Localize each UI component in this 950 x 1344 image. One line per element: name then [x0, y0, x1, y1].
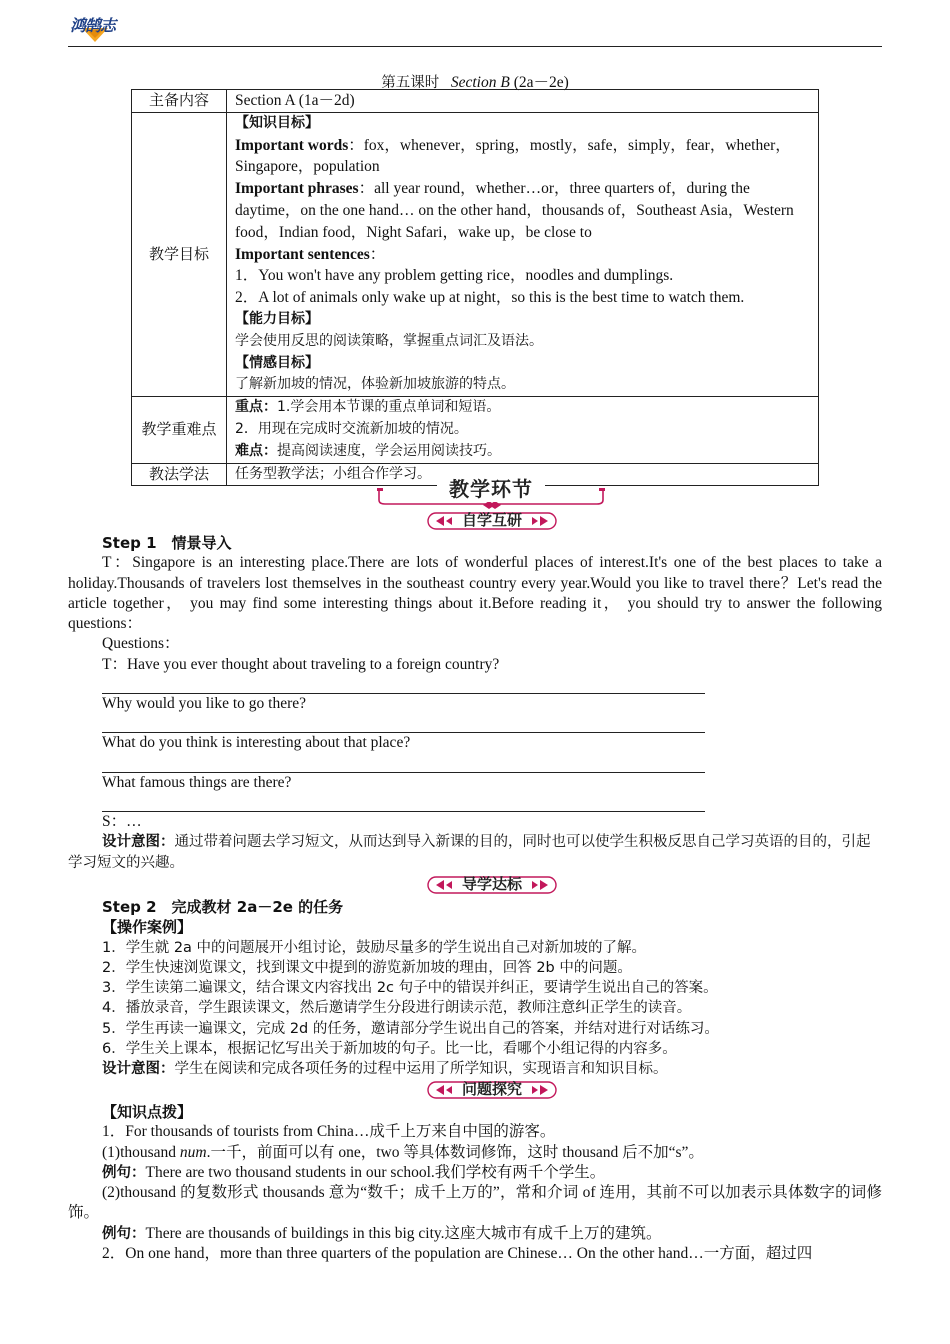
table-row	[132, 90, 819, 113]
list-item: 3．学生读第二遍课文，结合课文内容找出 2c 句子中的错误并纠正，要请学生说出自己的答案。	[102, 980, 718, 997]
row-label: 主备内容	[132, 90, 227, 113]
objectives-content	[227, 112, 819, 396]
sentences-colon: ：	[369, 245, 386, 263]
sentence-item: 1．You won't have any problem getting rice，noodles and dumplings.	[235, 267, 674, 285]
answer-line[interactable]	[102, 754, 705, 773]
intent-label: 设计意图：	[102, 1061, 175, 1078]
table-row	[132, 397, 819, 463]
step2-section	[68, 897, 882, 1080]
table-row	[132, 112, 819, 396]
teaching-process-banner	[375, 476, 607, 510]
explore-banner	[422, 1078, 562, 1102]
difficulty-text: 提高阅读速度，学会运用阅读技巧。	[277, 442, 501, 459]
knowledge-objective-head: 【知识目标】	[235, 114, 319, 131]
case-heading: 【操作案例】	[102, 918, 193, 937]
step1-intro: T：Singapore is an interesting place.There are lots of wonderful places of interest.It's one of the best places to take a holiday.Thousands of travelers lost themselves in the southeast country every year.Would you like to travel there？Let's read the article together， you may find some interesting things about it.Before reading it， you should try to answer the following questions：	[68, 554, 882, 633]
example-sentence	[68, 1163, 882, 1183]
intent-text: 通过带着问题去学习短文，从而达到导入新课的目的，同时也可以使学生积极反思自己学习英语的目的，引起学习短文的兴趣。	[68, 834, 871, 872]
banner-title: 教学环节	[449, 477, 533, 501]
difficult-point	[235, 441, 810, 463]
question-3: What do you think is interesting about that place?	[102, 734, 411, 752]
knowledge-subpoint-2: (2)thousand 的复数形式 thousands 意为“数千；成千上万的”，常和介词 of 连用，其前不可以加表示具体数字的词修饰。	[68, 1184, 882, 1222]
logo-text: 鸿鹄志	[70, 16, 116, 35]
emotion-objective-head: 【情感目标】	[235, 354, 319, 371]
design-intent	[68, 832, 882, 874]
brand-logo	[68, 12, 142, 44]
key-points-content	[227, 397, 819, 463]
example-text: There are thousands of buildings in this big city.这座大城市有成千上万的建筑。	[145, 1224, 662, 1242]
key-label: 重点：	[235, 399, 277, 416]
important-words	[235, 135, 810, 179]
key-point	[235, 397, 810, 419]
emotion-objective: 了解新加坡的情况，体验新加坡旅游的特点。	[235, 376, 515, 393]
answer-line[interactable]	[102, 714, 705, 733]
list-item: 1．学生就 2a 中的问题展开小组讨论，鼓励尽量多的学生说出自己对新加坡的了解。	[102, 939, 647, 956]
student-response: S：…	[102, 812, 142, 830]
questions-label: Questions：	[102, 635, 180, 653]
important-phrases	[235, 178, 810, 243]
difficulty-label: 难点：	[235, 442, 277, 459]
example-label: 例句：	[102, 1164, 146, 1181]
row-content: Section A (1a－2d)	[227, 90, 819, 113]
phrases-label: Important phrases	[235, 180, 359, 198]
example-sentence	[68, 1224, 882, 1244]
kp-term: (1)thousand	[102, 1143, 180, 1161]
key-point-1: 1.学会用本节课的重点单词和短语。	[277, 399, 501, 416]
guide-banner	[422, 873, 562, 897]
list-item: 4．播放录音，学生跟读课文，然后邀请学生分段进行朗读示范，教师注意纠正学生的读音。	[102, 1000, 692, 1017]
page-header	[68, 10, 882, 47]
design-intent	[68, 1059, 882, 1079]
self-study-banner	[422, 509, 562, 533]
sentence-item: 2．A lot of animals only wake up at night，so this is the best time to watch them.	[235, 289, 745, 307]
row-label: 教法学法	[132, 463, 227, 486]
example-label: 例句：	[102, 1225, 146, 1242]
sentences-label: Important sentences	[235, 245, 370, 263]
phrases-list: ：all year round，whether…or，three quarters of，during the daytime，on the one hand… on the other hand，thousands of，Southeast Asia，Western food，Indian food，Night Safari，wake up，be close to	[235, 180, 794, 241]
question-1: T：Have you ever thought about traveling to a foreign country?	[102, 655, 500, 673]
answer-line[interactable]	[102, 793, 705, 812]
answer-line[interactable]	[102, 675, 705, 694]
knowledge-heading: 【知识点拨】	[102, 1103, 193, 1121]
question-2: Why would you like to go there?	[102, 695, 307, 713]
knowledge-subpoint-1	[68, 1143, 882, 1163]
knowledge-point-2: 2．On one hand，more than three quarters of the population are Chinese… On the other hand…一方面，超过四	[102, 1245, 813, 1263]
words-label: Important words	[235, 136, 349, 154]
lesson-section: Section B	[450, 74, 510, 91]
banner-label: 自学互研	[461, 511, 522, 529]
question-4: What famous things are there?	[102, 773, 292, 791]
lesson-number: 第五课时	[381, 75, 440, 91]
intent-text: 学生在阅读和完成各项任务的过程中运用了所学知识，实现语言和知识目标。	[174, 1061, 668, 1078]
row-content: 任务型教学法；小组合作学习。	[227, 463, 819, 486]
step2-heading: Step 2 完成教材 2a－2e 的任务	[102, 898, 344, 916]
ability-objective-head: 【能力目标】	[235, 310, 319, 327]
list-item: 6．学生关上课本，根据记忆写出关于新加坡的句子。比一比，看哪个小组记得的内容多。	[102, 1041, 677, 1058]
words-list: ：fox，whenever，spring，mostly，safe，simply，fear，whether，Singapore，population	[235, 136, 791, 176]
example-text: There are two thousand students in our school.我们学校有两千个学生。	[145, 1163, 606, 1181]
row-label: 教学目标	[132, 112, 227, 396]
knowledge-point-1: 1．For thousands of tourists from China…成千上万来自中国的游客。	[102, 1123, 556, 1141]
row-label: 教学重难点	[132, 397, 227, 463]
intent-label: 设计意图：	[102, 834, 175, 851]
ability-objective: 学会使用反思的阅读策略，掌握重点词汇及语法。	[235, 332, 543, 349]
key-point-2: 2．用现在完成时交流新加坡的情况。	[235, 420, 468, 437]
banner-label: 问题探究	[461, 1080, 522, 1098]
important-sentences	[235, 244, 810, 266]
step1-section	[68, 533, 882, 874]
banner-label: 导学达标	[461, 875, 522, 893]
knowledge-section	[68, 1102, 882, 1264]
kp-pos: num	[179, 1143, 207, 1161]
lesson-range: (2a－2e)	[513, 74, 569, 91]
lesson-plan-table	[131, 89, 819, 486]
step1-heading: Step 1 情景导入	[102, 534, 232, 552]
list-item: 2．学生快速浏览课文，找到课文中提到的游览新加坡的理由，回答 2b 中的问题。	[102, 959, 632, 976]
list-item: 5．学生再读一遍课文，完成 2d 的任务，邀请部分学生说出自己的答案，并结对进行对话练习。	[102, 1020, 719, 1037]
kp-explain: .一千，前面可以有 one，two 等具体数词修饰，这时 thousand 后不加“s”。	[206, 1143, 704, 1161]
